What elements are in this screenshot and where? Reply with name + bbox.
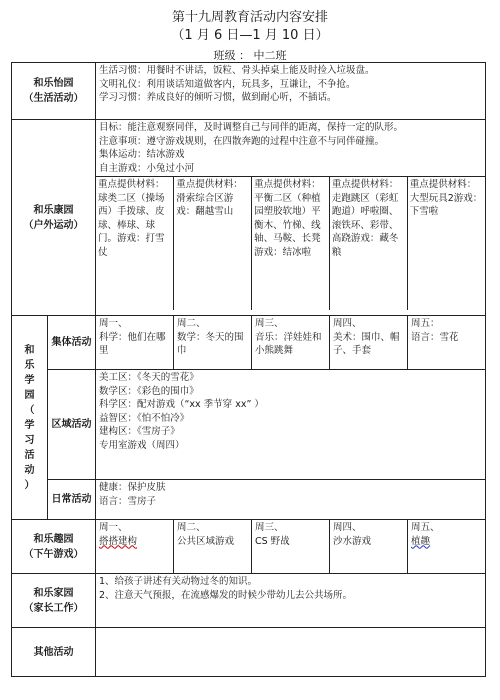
schedule-table [11, 62, 486, 677]
outdoor-day-grid [96, 176, 485, 310]
area-line: 建构区：《雪房子》 [99, 426, 180, 437]
sub-label-daily: 日常活动 [48, 480, 96, 520]
section-label-life: 和乐怡园 （生活活动） [12, 63, 96, 120]
row-learning-collective [12, 316, 486, 370]
collective-day-1: 周一、 科学：他们在哪里 [96, 316, 174, 370]
afternoon-day-3: 周三、 CS 野战 [252, 520, 330, 574]
outdoor-day-2: 重点提供材料：滑索综合区游戏：翻越雪山 [174, 177, 252, 311]
row-life [12, 63, 486, 120]
daily-line: 健康：保护皮肤 [99, 482, 166, 493]
section-label-family: 和乐家园 （家长工作） [12, 574, 96, 628]
outdoor-line: 目标：能注意观察同伴，及时调整自己与同伴的距离，保持一定的队形。 [99, 122, 404, 133]
sub-label-collective: 集体活动 [48, 316, 96, 370]
life-line: 文明礼仪：利用谈话知道做客内，玩具多，互谦让，不争抢。 [99, 78, 356, 90]
family-content [96, 574, 486, 628]
outdoor-content [96, 120, 486, 316]
collective-day-2: 周二、 数学：冬天的围巾 [174, 316, 252, 370]
row-afternoon [12, 520, 486, 574]
life-line: 生活习惯：用餐时不讲话，饭粒、骨头掉桌上能及时捡入垃圾盘。 [99, 65, 375, 76]
afternoon-day-1: 周一、 搭搭建构 [96, 520, 174, 574]
area-line: 科学区：配对游戏（“xx 季节穿 xx” ） [99, 399, 264, 410]
family-line: 1、给孩子讲述有关动物过冬的知识。 [99, 576, 258, 587]
outdoor-line: 注意事项：遵守游戏规则，在四散奔跑的过程中注意不与同伴碰撞。 [99, 135, 385, 147]
collective-day-5: 周五： 语言：雪花 [408, 316, 486, 370]
date-range: （1 月 6 日—1 月 10 日） [171, 28, 329, 43]
other-content [96, 628, 486, 677]
area-line: 专用室游戏（周四） [99, 439, 185, 451]
life-line: 学习习惯：养成良好的倾听习惯，做到耐心听，不插话。 [99, 92, 337, 103]
sub-label-area: 区域活动 [48, 370, 96, 480]
outdoor-line: 自主游戏：小兔过小河 [99, 162, 195, 174]
family-line: 2、注意天气预报，在流感爆发的时候少带幼儿去公共场所。 [99, 589, 353, 601]
outdoor-day-5: 重点提供材料：大型玩具2游戏：下雪啦 [407, 177, 485, 311]
class-label: 班级 ： 中二班 [213, 49, 287, 62]
area-content [96, 370, 486, 480]
outdoor-day-4: 重点提供材料：走跑跳区（彩虹跑道）呼啦圈、滚铁环、彩带、高跷游戏：藏冬粮 [329, 177, 407, 311]
section-label-learning: 和 乐 学 园 （ 学 习 活 动 ） [12, 316, 48, 520]
row-family [12, 574, 486, 628]
row-learning-area [12, 370, 486, 480]
row-other [12, 628, 486, 677]
row-outdoor [12, 120, 486, 316]
row-learning-daily [12, 480, 486, 520]
collective-day-3: 周三、 音乐：洋娃娃和小熊跳舞 [252, 316, 330, 370]
afternoon-day-4: 周四、 沙水游戏 [330, 520, 408, 574]
collective-day-4: 周四、 美术：围巾、帽子、手套 [330, 316, 408, 370]
section-label-afternoon: 和乐趣园 （下午游戏） [12, 520, 96, 574]
outdoor-day-1: 重点提供材料：球类二区（操场西）手拨球、皮球、棒球、球门。游戏：打雪仗 [98, 179, 165, 258]
area-line: 数学区：《彩色的围巾》 [99, 385, 199, 397]
area-line: 美工区：《冬天的雪花》 [99, 372, 199, 383]
afternoon-day-2: 周二、 公共区域游戏 [174, 520, 252, 574]
section-label-outdoor: 和乐康园 （户外运动） [12, 120, 96, 316]
daily-content [96, 480, 486, 520]
outdoor-line: 集体运动：结冰游戏 [99, 149, 185, 160]
outdoor-day-3: 重点提供材料：平衡二区（种植园塑胶软地）平衡木、竹梯、线轴、马鞍、长凳游戏：结冰啦 [252, 177, 330, 311]
life-content [96, 63, 486, 120]
area-line: 益智区：《怕不怕冷》 [99, 412, 190, 424]
section-label-other: 其他活动 [12, 628, 96, 677]
afternoon-day-5: 周五、 植趣 [408, 520, 486, 574]
daily-line: 语言：雪房子 [99, 495, 157, 507]
page-title: 第十九周教育活动内容安排 [171, 10, 328, 25]
